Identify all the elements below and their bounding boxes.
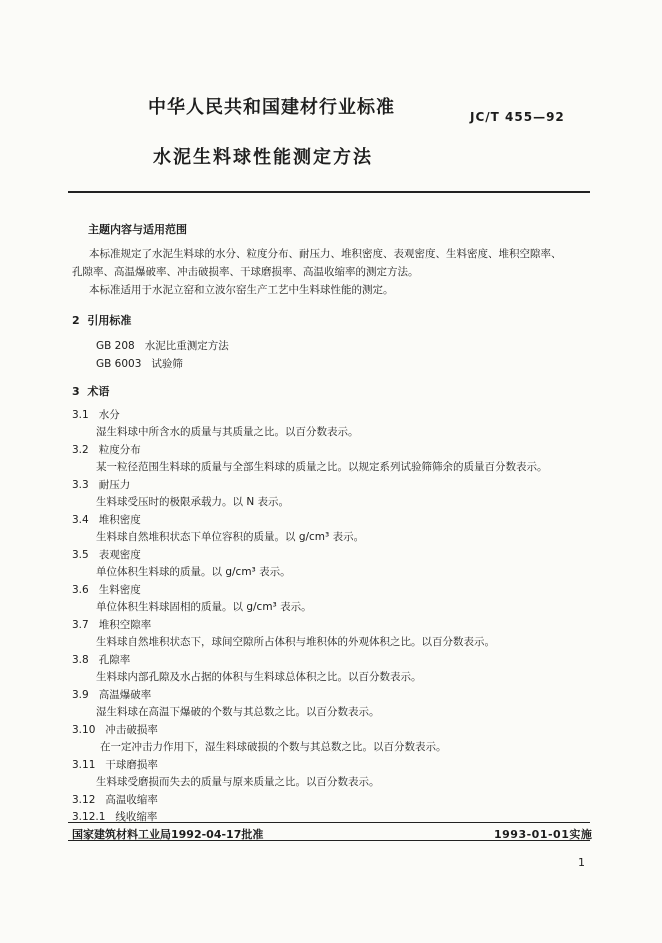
term-name: 表观密度 [98,549,141,561]
footer-divider-bottom [68,840,590,841]
term-name: 高温爆破率 [98,689,152,701]
section-2-title: 引用标准 [87,314,132,327]
term-heading [72,652,130,667]
term-heading [72,512,141,527]
term-name: 生料密度 [98,584,141,596]
term-heading [72,547,141,562]
term-name: 孔隙率 [98,654,131,666]
term-definition: 生料球受磨损而失去的质量与原来质量之比。以百分数表示。 [96,776,380,788]
term-number: 3.12.1 [72,811,106,823]
term-number: 3.9 [72,689,89,701]
approval-statement: 国家建筑材料工业局1992-04-17批准 [72,828,264,841]
document-title: 水泥生料球性能测定方法 [153,147,373,168]
section-3-title: 术语 [87,385,110,398]
term-name: 堆积密度 [98,514,141,526]
term-definition: 某一粒径范围生料球的质量与全部生料球的质量之比。以规定系列试验筛筛余的质量百分数表示。 [96,461,548,473]
term-number: 3.7 [72,619,89,631]
reference-code: GB 6003 [96,358,142,370]
term-heading [72,757,158,772]
section-1-para-2: 本标准适用于水泥立窑和立波尔窑生产工艺中生料球性能的测定。 [89,284,394,296]
reference-code: GB 208 [96,340,135,352]
header-divider [68,191,590,193]
term-number: 3.12 [72,794,96,806]
term-heading [72,687,151,702]
reference-item [96,356,183,371]
section-3-heading [72,383,109,399]
term-number: 3.3 [72,479,89,491]
footer-divider-top [68,822,590,823]
reference-name: 水泥比重测定方法 [144,340,229,352]
term-definition: 在一定冲击力作用下，湿生料球破损的个数与其总数之比。以百分数表示。 [100,741,447,753]
term-number: 3.4 [72,514,89,526]
term-heading [72,617,151,632]
term-heading [72,477,130,492]
term-name: 耐压力 [98,479,131,491]
reference-name: 试验筛 [151,358,183,370]
term-name: 粒度分布 [98,444,141,456]
section-2-heading [72,312,131,328]
term-heading [72,792,158,807]
term-heading [72,407,120,422]
term-definition: 湿生料球中所含水的质量与其质量之比。以百分数表示。 [96,426,359,438]
term-name: 冲击破损率 [105,724,158,736]
term-number: 3.10 [72,724,96,736]
term-number: 3.11 [72,759,96,771]
term-number: 3.8 [72,654,89,666]
term-heading [72,582,141,597]
reference-item [96,338,229,353]
term-definition: 生料球内部孔隙及水占据的体积与生料球总体积之比。以百分数表示。 [96,671,422,683]
term-name: 高温收缩率 [105,794,158,806]
term-name: 干球磨损率 [105,759,158,771]
section-3-number: 3 [72,385,80,398]
section-2-number: 2 [72,314,80,327]
term-definition: 单位体积生料球的质量。以 g/cm³ 表示。 [96,566,291,578]
term-number: 3.6 [72,584,89,596]
term-name: 堆积空隙率 [98,619,152,631]
standard-code: JC/T 455—92 [470,110,565,124]
term-definition: 单位体积生料球固相的质量。以 g/cm³ 表示。 [96,601,312,613]
term-name: 线收缩率 [115,811,158,823]
term-definition: 湿生料球在高温下爆破的个数与其总数之比。以百分数表示。 [96,706,380,718]
term-heading [72,442,141,457]
term-heading [72,722,158,737]
term-definition: 生料球自然堆积状态下单位容积的质量。以 g/cm³ 表示。 [96,531,365,543]
term-definition: 生料球受压时的极限承载力。以 N 表示。 [96,496,290,508]
term-number: 3.1 [72,409,89,421]
term-definition: 生料球自然堆积状态下，球间空隙所占体积与堆积体的外观体积之比。以百分数表示。 [96,636,495,648]
term-number: 3.2 [72,444,89,456]
section-1-para-1-line-2: 孔隙率、高温爆破率、冲击破损率、干球磨损率、高温收缩率的测定方法。 [72,266,419,278]
section-1-para-1-line-1: 本标准规定了水泥生料球的水分、粒度分布、耐压力、堆积密度、表观密度、生料密度、堆积空隙率、 [89,248,562,260]
term-name: 水分 [98,409,120,421]
issuing-organization: 中华人民共和国建材行业标准 [148,97,395,118]
implementation-date: 1993-01-01实施 [494,828,593,841]
term-number: 3.5 [72,549,89,561]
section-1-heading: 主题内容与适用范围 [88,223,187,236]
page-number: 1 [578,856,585,869]
